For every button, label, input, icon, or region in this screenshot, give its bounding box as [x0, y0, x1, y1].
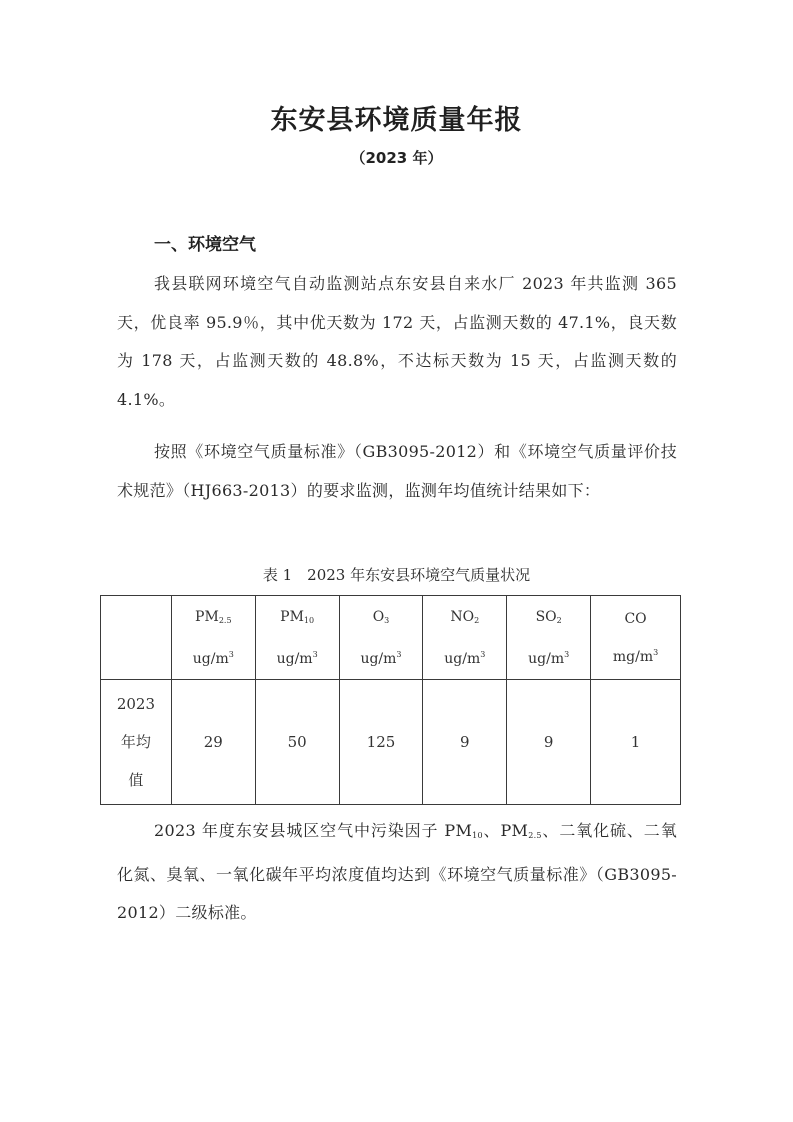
report-title: 东安县环境质量年报 [270, 105, 523, 136]
value-cell-o3: 125 [339, 680, 423, 805]
value-cell-pm25: 29 [171, 680, 255, 805]
header-cell-no2: $NO_2$ $ug/m^3$ [423, 596, 507, 680]
table-row-annual-mean [101, 680, 681, 805]
paragraph-standards: 按照《环境空气质量标准》（GB3095-2012）和《环境空气质量评价技术规范》（HJ663-2013）的要求监测，监测年均值统计结果如下： [117, 442, 677, 500]
paragraph-monitoring-summary: 我县联网环境空气自动监测站点东安县自来水厂 2023 年共监测 365 天，优良率 95.9％，其中优天数为 172 天，占监测天数的 47.1%，良天数为 178 天，占监测天数的 48.8%，不达标天数为 15 天，占监测天数的 4.1%。 [117, 274, 677, 409]
report-year: （2023 年） [350, 149, 443, 167]
value-cell-no2: 9 [423, 680, 507, 805]
table-caption: 表 1 2023 年东安县环境空气质量状况 [262, 566, 531, 584]
row-label-annual-mean: 2023 年均 值 [101, 680, 172, 805]
air-quality-table [100, 595, 681, 805]
value-cell-pm10: 50 [255, 680, 339, 805]
value-cell-co: 1 [591, 680, 681, 805]
header-cell-pm10: $PM_{10}$ $ug/m^3$ [255, 596, 339, 680]
header-cell-o3: $O_3$ $ug/m^3$ [339, 596, 423, 680]
header-cell-so2: $SO_2$ $ug/m^3$ [507, 596, 591, 680]
header-cell-co: CO $mg/m^3$ [591, 596, 681, 680]
section-heading-air: 一、环境空气 [154, 235, 256, 255]
paragraph-conclusion: 2023 年度东安县城区空气中污染因子 $PM_{10}$、$PM_{2.5}$、二氧化硫、二氧化氮、臭氧、一氧化碳年平均浓度值均达到《环境空气质量标准》（GB3095-2012）二级标准。 [117, 821, 677, 922]
table-header-row [101, 596, 681, 680]
table-corner-cell [101, 596, 172, 680]
header-cell-pm25: $PM_{2.5}$ $ug/m^3$ [171, 596, 255, 680]
value-cell-so2: 9 [507, 680, 591, 805]
